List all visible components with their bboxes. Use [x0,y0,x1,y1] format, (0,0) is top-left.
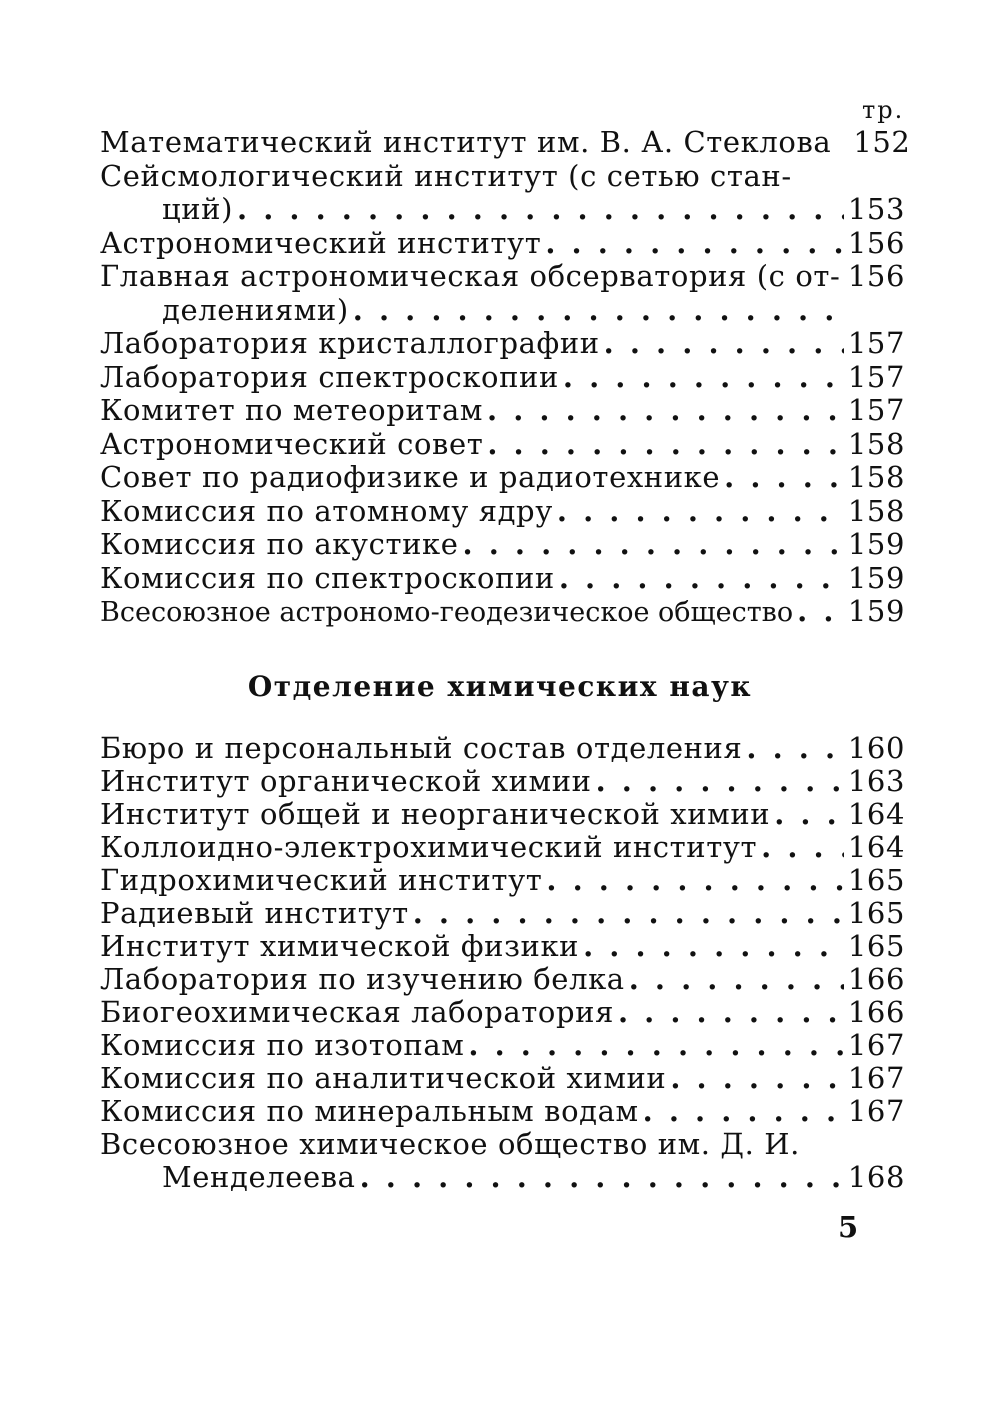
leader-dots [583,930,844,963]
entry-title: Комиссия по аналитической химии [100,1061,667,1095]
entry-page: 165 [847,896,905,930]
entry-title: Сейсмологический институт (с сетью стан- [100,158,792,193]
leader-dots [353,294,847,328]
entry-title: Лаборатория по изучению белка [100,962,625,996]
entry-page: 156 [847,259,905,293]
entry-page: 167 [847,1094,905,1128]
toc-entry [100,897,905,930]
entry-title: Совет по радиофизике и радиотехнике [100,460,721,494]
page-column-label: тр. [862,96,905,124]
entry-title: Лаборатория кристаллографии [100,326,600,360]
leader-dots [724,461,844,495]
leader-dots [487,394,844,428]
entry-page: 158 [847,493,905,528]
entry-page: 164 [847,830,905,864]
leader-dots [487,428,843,462]
leader-dots [670,1062,843,1095]
leader-dots [413,897,844,930]
leader-dots [563,361,844,395]
entry-title: Институт химической физики [100,929,580,963]
entry-page: 166 [847,962,905,996]
toc-entry [100,963,905,996]
toc-section-b [100,732,905,1194]
leader-dots [360,1161,844,1194]
entry-page: 167 [847,1028,905,1062]
leader-dots [463,528,844,562]
entry-title: Институт общей и неорганической химии [100,797,771,831]
entry-title: Астрономический совет [100,426,484,461]
toc-entry [100,361,905,395]
entry-page: 157 [847,326,905,360]
toc-section-a [100,125,911,630]
entry-page: 159 [847,527,905,561]
toc-entry [100,831,905,864]
entry-title: Комиссия по атомному ядру [100,493,553,528]
leader-dots [643,1095,844,1128]
entry-page: 158 [847,460,905,494]
entry-title: Радиевый институт [100,896,409,930]
leader-dots [559,562,844,596]
leader-dots [468,1029,843,1062]
entry-title-continuation: ций) [162,192,234,226]
leader-dots [629,963,844,996]
entry-title: Астрономический институт [100,225,542,260]
leader-dots [797,595,844,629]
leader-dots [546,864,843,897]
toc-entry [100,765,905,798]
entry-title: Математический институт им. В. А. Стеклова [100,125,832,159]
toc-entry [100,798,905,831]
entry-title: Биогеохимическая лаборатория [100,995,614,1029]
leader-dots [604,327,844,361]
leader-dots [746,732,843,765]
entry-page: 157 [847,393,905,427]
toc-entry [100,227,905,261]
leader-dots [596,765,844,798]
toc-entry [100,428,905,462]
leader-dots [761,831,844,864]
leader-dots [237,193,844,227]
toc-entry [100,1062,905,1095]
entry-page: 163 [847,764,905,798]
entry-page: 168 [847,1160,905,1194]
toc-entry [100,1029,905,1062]
entry-title: Гидрохимический институт [100,863,543,897]
entry-title: Комиссия по минеральным водам [100,1094,639,1128]
entry-page: 156 [847,225,905,260]
leader-dots [557,495,844,529]
toc-entry [100,996,905,1029]
toc-entry [100,562,905,596]
entry-title-continuation: Менделеева [162,1160,356,1194]
toc-entry [100,930,905,963]
toc-entry [100,732,905,765]
toc-entry [100,495,905,529]
toc-entry [100,394,905,428]
leader-dots [618,996,844,1029]
toc-entry [100,1128,905,1194]
entry-page: 166 [847,995,905,1029]
section-heading: Отделение химических наук [247,670,753,703]
entry-page: 165 [847,863,905,897]
toc-entry [100,595,905,630]
entry-page: 159 [847,594,905,628]
entry-page: 164 [847,797,905,831]
entry-title: Главная астрономическая обсерватория (с от- [100,259,841,293]
entry-page: 159 [847,560,905,595]
leader-dots [545,227,844,261]
toc-entry [100,461,905,495]
toc-entry [100,1095,905,1128]
toc-entry [100,260,905,327]
entry-title: Всесоюзное химическое общество им. Д. И. [100,1127,800,1161]
entry-page: 158 [847,426,905,461]
entry-title: Комиссия по акустике [100,527,459,561]
page-number: 5 [838,1210,859,1244]
entry-title: Всесоюзное астрономо-геодезическое общество [100,597,794,628]
entry-page: 165 [847,929,905,963]
toc-entry [100,528,905,562]
entry-title: Бюро и персональный состав отделения [100,731,743,765]
entry-page: 167 [847,1061,905,1095]
entry-page: 153 [847,192,905,226]
entry-title: Институт органической химии [100,764,592,798]
toc-entry [100,327,905,361]
toc-entry [100,864,905,897]
toc-entry [100,160,905,227]
toc-entry [100,125,911,160]
entry-title: Комиссия по изотопам [100,1028,465,1062]
entry-title: Комитет по метеоритам [100,393,484,427]
entry-title: Комиссия по спектроскопии [100,560,555,595]
entry-title-continuation: делениями) [162,292,349,327]
entry-page: 160 [847,731,905,765]
entry-page: 157 [847,359,905,394]
entry-title: Лаборатория спектроскопии [100,359,559,394]
entry-title: Коллоидно-электрохимический институт [100,830,758,864]
entry-page: 152 [853,125,911,159]
leader-dots [774,798,844,831]
